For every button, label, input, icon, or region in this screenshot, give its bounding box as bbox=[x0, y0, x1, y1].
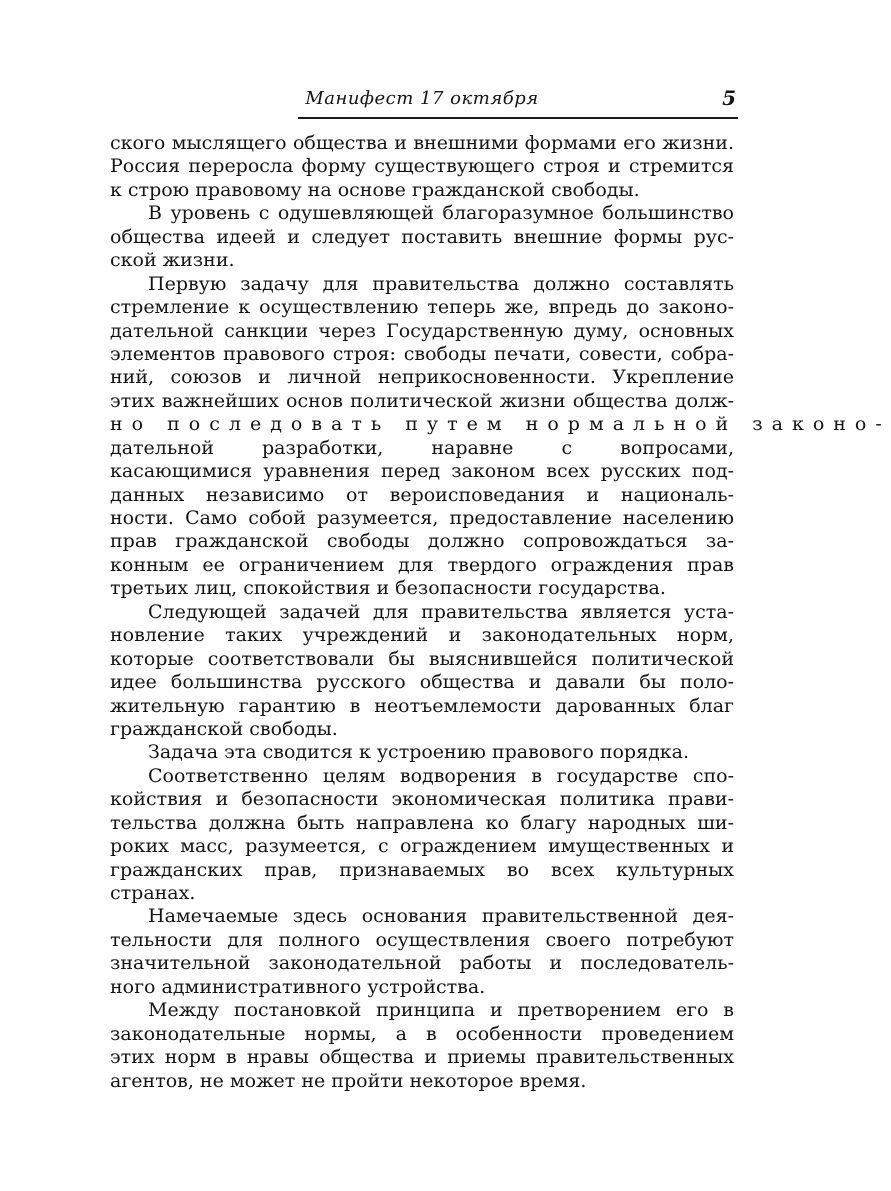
text-line: ного административного устройства. bbox=[110, 975, 486, 998]
text-line: этих важнейших основ политической жизни общества долж- bbox=[110, 389, 734, 412]
text-line: жительную гарантию в неотъемлемости дарованных благ bbox=[110, 694, 734, 717]
text-line: ского мыслящего общества и внешними формами его жизни. bbox=[110, 132, 734, 154]
text-line: к строю правовому на основе гражданской свободы. bbox=[110, 178, 640, 201]
text-line: дательной разработки, наравне с вопросами, bbox=[110, 436, 734, 459]
page-number: 5 bbox=[722, 86, 736, 110]
text-line: касающимися уравнения перед законом всех русских под- bbox=[110, 460, 734, 483]
text-line: элементов правового строя: свободы печати, совести, собра- bbox=[110, 342, 734, 365]
text-line: роких масс, разумеется, с ограждением имущественных и bbox=[110, 835, 734, 858]
text-line: гражданских прав, признаваемых во всех культурных bbox=[110, 858, 734, 881]
text-line: В уровень с одушевляющей благоразумное большинство bbox=[148, 202, 734, 225]
text-line: конным ее ограничением для твердого ограждения прав bbox=[110, 553, 734, 576]
text-line: которые соответствовали бы выяснившейся политической bbox=[110, 647, 734, 670]
text-line: дательной санкции через Государственную думу, основных bbox=[110, 319, 734, 342]
running-head bbox=[108, 86, 736, 116]
running-title: Манифест 17 октября bbox=[305, 88, 539, 109]
text-line: агентов, не может не пройти некоторое время. bbox=[110, 1069, 587, 1092]
text-line: гражданской свободы. bbox=[110, 717, 338, 740]
text-line: Соответственно целям водворения в государстве спо- bbox=[148, 764, 734, 787]
text-line: ности. Само собой разумеется, предоставление населению bbox=[110, 507, 734, 529]
text-line: Следующей задачей для правительства является уста- bbox=[148, 600, 734, 623]
text-line: ний, союзов и личной неприкосновенности. Укрепление bbox=[110, 366, 734, 389]
text-line: данных независимо от вероисповедания и националь- bbox=[110, 483, 734, 506]
text-line: Россия переросла форму существующего строя и стремится bbox=[110, 155, 734, 178]
text-line: третьих лиц, спокойствия и безопасности государства. bbox=[110, 577, 666, 600]
body-text bbox=[110, 132, 891, 1093]
text-line: тельства должна быть направлена ко благу народных ши- bbox=[110, 811, 734, 834]
text-line: идее большинства русского общества и давали бы поло- bbox=[110, 671, 734, 694]
header-rule bbox=[298, 117, 738, 119]
text-line: койствия и безопасности экономическая политика прави- bbox=[110, 788, 734, 811]
text-line: общества идеей и следует поставить внешние формы рус- bbox=[110, 225, 734, 248]
text-line: значительной законодательной работы и последователь- bbox=[110, 952, 734, 975]
text-line: странах. bbox=[110, 882, 196, 904]
text-line: прав гражданской свободы должно сопровождаться за- bbox=[110, 530, 734, 553]
text-line: Задача эта сводится к устроению правового порядка. bbox=[148, 741, 690, 764]
text-line: законодательные нормы, а в особенности проведением bbox=[110, 1022, 734, 1045]
text-line: тельности для полного осуществления своего потребуют bbox=[110, 928, 734, 951]
text-line: этих норм в нравы общества и приемы правительственных bbox=[110, 1046, 734, 1069]
text-line: Между постановкой принципа и претворением его в bbox=[148, 999, 734, 1022]
text-line: ской жизни. bbox=[110, 249, 235, 272]
text-line: Намечаемые здесь основания правительственной дея- bbox=[148, 905, 734, 928]
text-line-spaced: но последовать путем нормальной законо- bbox=[110, 413, 891, 436]
text-line: новление таких учреждений и законодательных норм, bbox=[110, 624, 734, 647]
text-line: Первую задачу для правительства должно составлять bbox=[148, 272, 734, 295]
text-line: стремление к осуществлению теперь же, впредь до законо- bbox=[110, 296, 734, 319]
